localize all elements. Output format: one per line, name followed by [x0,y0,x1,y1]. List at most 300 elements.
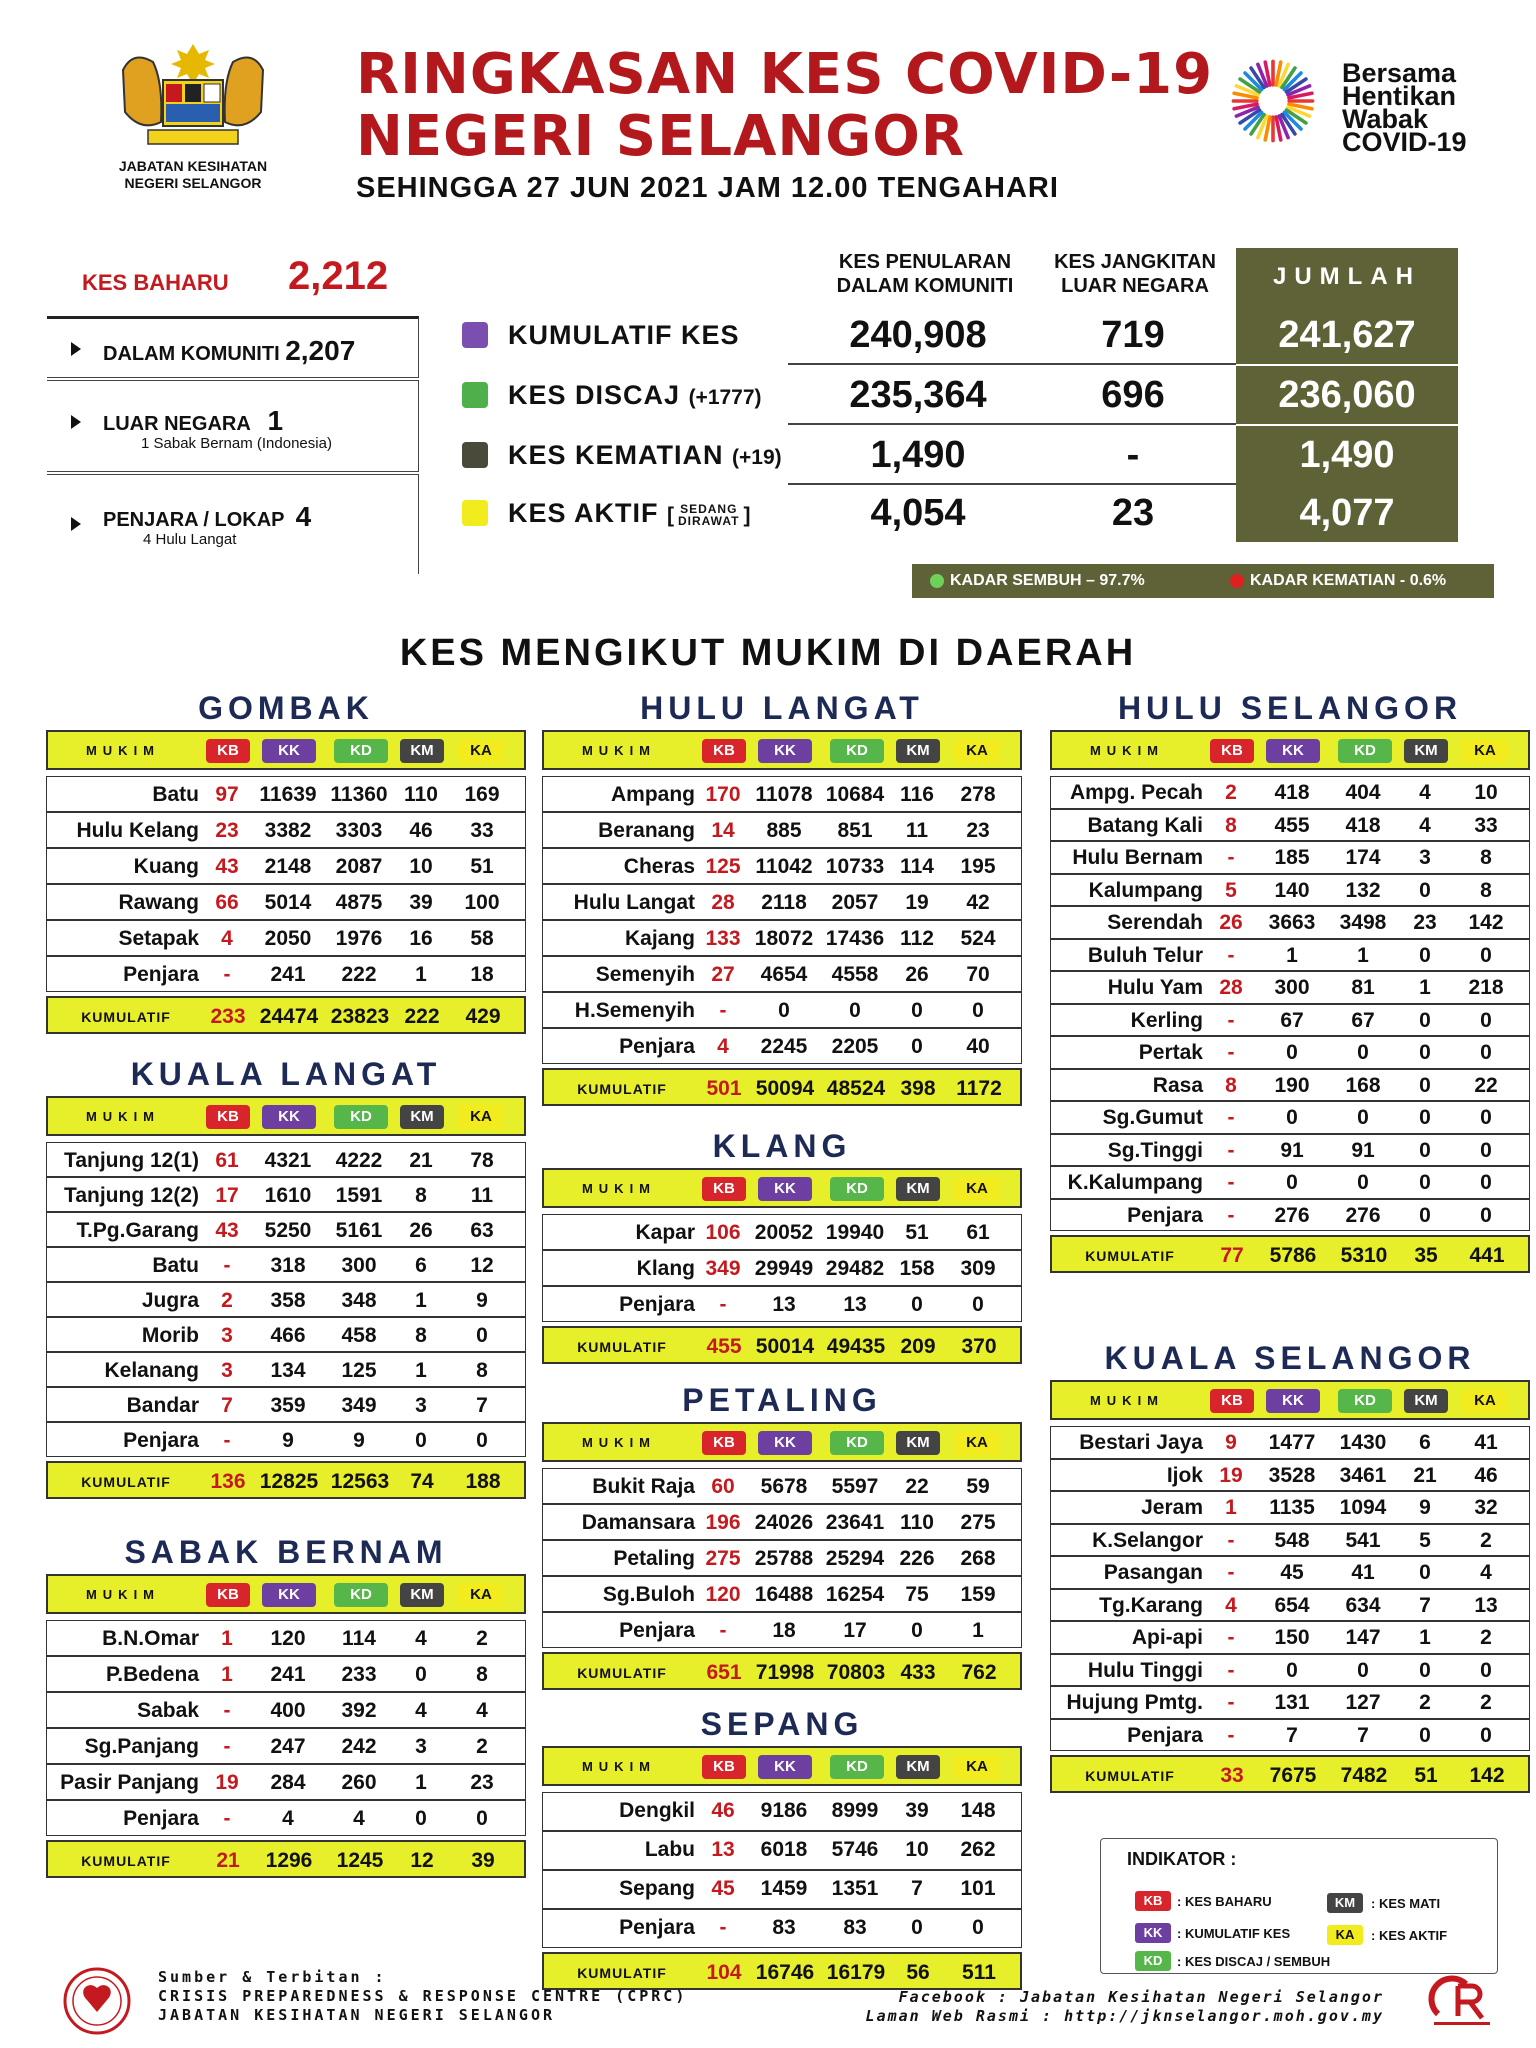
kd-header: KD [830,1431,884,1455]
km-header: KM [896,1431,940,1455]
km-header: KM [896,1755,940,1779]
kb-value: 349 [705,1257,741,1280]
mukim-name: Tanjung 12(2) [64,1184,199,1207]
table-row [1050,1556,1530,1589]
kd-value: 114 [342,1627,376,1650]
kk-value: 140 [1274,878,1310,902]
ka-value: 0 [1480,1658,1492,1682]
ka-value: 2 [1480,1528,1492,1552]
km-value: 4 [1419,813,1431,837]
kk-header: KK [1266,739,1320,763]
km-value: 0 [1419,943,1431,967]
km-value: 26 [905,963,929,986]
kd-value: 222 [341,963,377,986]
kb-value: 196 [705,1511,741,1534]
kk-value: 358 [270,1289,306,1312]
total-km-value: 398 [900,1077,936,1100]
mukim-name: Serendah [1107,911,1203,934]
total-ka-value: 370 [961,1335,997,1358]
cumulative-row [46,1840,526,1878]
km-value: 7 [1419,1593,1431,1617]
ka-value: 0 [972,1916,984,1939]
table-row [1050,1199,1530,1232]
kk-value: 67 [1280,1008,1304,1032]
mukim-name: Pasangan [1103,1561,1203,1584]
kb-value: - [1227,1658,1235,1682]
table-row [46,1317,526,1352]
km-value: 226 [899,1547,935,1570]
table-row [1050,1101,1530,1134]
kb-value: 275 [705,1547,741,1570]
kb-value: - [1227,1008,1235,1032]
district-name: PETALING [682,1382,882,1418]
kk-value: 276 [1274,1203,1310,1227]
mukim-name: Hulu Langat [573,891,695,914]
legend-kb-text: : KES BAHARU [1177,1894,1272,1909]
total-kd-value: 23823 [330,1005,390,1028]
kk-header: KK [758,1755,812,1779]
total-km-value: 209 [900,1335,936,1358]
mukim-name: Hulu Bernam [1072,846,1203,869]
mukim-name: K.Selangor [1092,1528,1203,1552]
mukim-name: Penjara [619,1293,695,1316]
table-row [1050,1589,1530,1622]
km-value: 23 [1413,911,1437,934]
km-value: 22 [905,1475,929,1498]
cprc-logo [1428,1974,1496,2030]
cumulative-row [542,1326,1022,1364]
rates-bar [912,564,1494,598]
district-table-kuala-selangor [1050,1336,1530,1793]
ka-value: 262 [960,1838,996,1861]
total-km-value: 12 [410,1849,434,1872]
total-kb-value: 501 [706,1077,742,1100]
legend-kk-text: : KUMULATIF KES [1177,1926,1291,1941]
kb-value: - [1227,1561,1235,1584]
table-row [542,1831,1022,1870]
kk-value: 16488 [754,1583,814,1606]
legend-kb-pill: KB [1135,1891,1171,1911]
kk-value: 1135 [1269,1496,1315,1519]
kk-value: 18 [772,1619,796,1642]
table-row [542,1612,1022,1648]
kb-value: 7 [221,1394,233,1417]
kb-value: 9 [1225,1431,1237,1454]
kd-value: 147 [1345,1626,1381,1649]
cumulative-row [1050,1235,1530,1273]
km-value: 1 [415,963,427,986]
ka-header: KA [1462,1389,1508,1413]
district-name: SEPANG [700,1706,864,1742]
contact-info [864,1988,1384,2026]
total-kk-value: 16746 [755,1961,815,1984]
mukim-name: Sg.Tinggi [1107,1138,1203,1162]
table-header [1050,730,1530,770]
table-header [46,1096,526,1136]
km-header: KM [400,739,444,763]
kd-value: 349 [341,1394,377,1417]
summary-row-cumulative [458,306,1458,364]
km-value: 112 [900,927,934,950]
summary-community-value: 1,490 [870,434,966,476]
total-ka-value: 39 [471,1849,495,1872]
ka-value: 275 [960,1511,996,1534]
kd-value: 5746 [831,1838,879,1861]
kd-value: 1976 [335,927,383,950]
total-km-value: 56 [906,1961,930,1984]
ka-value: 23 [966,819,990,842]
km-value: 3 [1419,846,1431,869]
mukim-name: Kapar [635,1221,695,1244]
mukim-name: Rawang [118,891,199,914]
ka-value: 0 [972,1293,984,1316]
ka-value: 33 [1474,813,1498,837]
mukim-name: Kelanang [104,1359,199,1382]
ka-value: 40 [966,1035,990,1058]
total-kk-value: 5786 [1269,1244,1317,1267]
km-value: 8 [415,1324,427,1347]
kb-value: 17 [215,1184,239,1207]
kb-value: 28 [1219,976,1243,999]
km-value: 1 [1419,976,1431,999]
km-value: 0 [1419,1723,1431,1747]
district-table-petaling [542,1378,1022,1690]
km-value: 0 [415,1429,427,1452]
mukim-name: Damansara [581,1511,695,1534]
ka-value: 2 [1480,1691,1492,1714]
table-row [46,1728,526,1764]
campaign-line-4: COVID-19 [1342,127,1467,157]
kk-header: KK [758,1177,812,1201]
mukim-header: MUKIM [85,743,161,758]
ka-value: 8 [476,1359,488,1382]
total-kd-value: 70803 [826,1661,886,1684]
kk-value: 885 [766,819,802,842]
kd-value: 174 [1345,846,1381,869]
ka-value: 33 [470,819,494,842]
kd-value: 851 [837,819,873,842]
kd-value: 41 [1351,1561,1375,1584]
department-line-1: JABATAN KESIHATAN [118,158,268,174]
district-name: KUALA LANGAT [130,1056,442,1092]
kd-value: 276 [1345,1203,1381,1227]
total-ka-value: 762 [961,1661,997,1684]
kk-value: 0 [1286,1171,1298,1194]
kd-value: 17 [843,1619,867,1642]
mukim-header: MUKIM [581,743,657,758]
kb-header: KB [206,1583,250,1607]
kd-value: 418 [1345,813,1381,837]
mukim-name: Kuang [133,855,199,878]
kd-value: 5597 [831,1475,879,1498]
kd-value: 458 [341,1324,377,1347]
district-name: KLANG [712,1128,852,1164]
table-row [1050,1459,1530,1492]
kb-value: 8 [1225,813,1237,837]
legend-kd-text: : KES DISCAJ / SEMBUH [1177,1954,1331,1969]
mukim-header: MUKIM [1089,743,1165,758]
kk-value: 1459 [760,1877,808,1900]
mukim-name: Jeram [1141,1496,1203,1519]
table-row [1050,841,1530,874]
table-row [1050,971,1530,1004]
mukim-name: Penjara [619,1035,695,1058]
mukim-header: MUKIM [1089,1393,1165,1408]
kk-value: 0 [1286,1041,1298,1064]
total-kk-value: 12825 [259,1470,319,1493]
col-header-overseas [1040,250,1230,298]
ka-value: 78 [470,1149,494,1172]
kk-value: 654 [1274,1593,1310,1617]
kb-value: 1 [1225,1496,1237,1519]
kb-value: 14 [711,819,735,842]
table-row [46,776,526,812]
mukim-name: Ijok [1166,1463,1203,1487]
kb-value: - [719,999,727,1022]
ka-value: 0 [972,999,984,1022]
km-value: 0 [1419,1561,1431,1584]
department-line-2: NEGERI SELANGOR [124,175,262,191]
district-table-hulu-langat [542,686,1022,1106]
district-name: SABAK BERNAM [124,1534,448,1570]
ka-value: 63 [470,1219,494,1242]
kd-value: 404 [1345,781,1381,804]
total-kk-value: 24474 [259,1005,319,1028]
table-row [1050,1069,1530,1102]
kk-value: 4 [282,1807,294,1830]
km-value: 75 [905,1583,929,1606]
mukim-name: Sg.Gumut [1102,1106,1203,1129]
mukim-name: Penjara [619,1619,695,1642]
summary-overseas-value: - [1126,434,1140,476]
table-row [1050,809,1530,842]
km-value: 0 [1419,878,1431,902]
km-value: 21 [409,1149,433,1172]
km-value: 116 [900,783,934,806]
summary-community-value: 235,364 [849,374,987,416]
summary-total-value: 1,490 [1236,426,1458,484]
ka-value: 0 [1480,1171,1492,1194]
table-row [1050,1166,1530,1199]
kb-value: - [1227,1041,1235,1064]
mukim-name: Hulu Tinggi [1087,1658,1203,1682]
kk-value: 9 [282,1429,294,1452]
ka-value: 148 [960,1799,996,1822]
mukim-name: Cheras [623,855,695,878]
total-kd-value: 1245 [336,1849,384,1872]
km-value: 0 [1419,1138,1431,1162]
km-value: 0 [911,1916,923,1939]
kk-value: 284 [270,1771,306,1794]
mukim-name: T.Pg.Garang [76,1219,199,1242]
legend-kd-pill: KD [1135,1951,1171,1971]
kd-value: 242 [341,1735,377,1758]
mukim-name: Kerling [1130,1008,1203,1032]
mukim-name: Kalumpang [1088,878,1203,902]
kb-value: 61 [215,1149,239,1172]
ka-value: 159 [960,1583,996,1606]
kb-value: 4 [717,1035,729,1058]
district-name: HULU LANGAT [640,690,924,726]
table-row [46,1212,526,1247]
kd-value: 0 [1357,1041,1369,1064]
campaign-line-3: Wabak [1342,104,1429,134]
ka-header: KA [458,739,504,763]
legend-km-text: : KES MATI [1371,1896,1441,1911]
overseas-note: 1 Sabak Bernam (Indonesia) [141,435,332,452]
col-header-community [800,250,1050,298]
km-value: 0 [911,1293,923,1316]
table-row [542,1250,1022,1286]
kd-value: 83 [843,1916,867,1939]
kb-value: - [719,1916,727,1939]
km-value: 4 [415,1699,427,1722]
summary-community-value: 240,908 [849,314,987,356]
summary-label: KUMULATIF KES [508,320,740,350]
green-square-icon [462,382,488,408]
ka-value: 4 [1480,1561,1492,1584]
kk-value: 83 [772,1916,796,1939]
total-km-value: 74 [410,1470,434,1493]
cumulative-label: KUMULATIF [1085,1248,1175,1264]
mukim-name: Bandar [126,1394,199,1417]
kk-value: 241 [270,1663,306,1686]
table-row [542,1576,1022,1612]
ka-value: 195 [960,855,996,878]
kd-value: 13 [843,1293,867,1316]
kb-value: 19 [1219,1463,1243,1487]
mukim-name: Kajang [624,927,695,950]
km-value: 0 [415,1663,427,1686]
ka-value: 12 [470,1254,494,1277]
total-kd-value: 7482 [1340,1764,1388,1787]
kd-value: 11360 [330,783,388,806]
ka-value: 4 [476,1699,488,1722]
km-header: KM [896,739,940,763]
section-title: KES MENGIKUT MUKIM DI DAERAH [399,632,1137,674]
total-km-value: 222 [404,1005,440,1028]
kk-value: 6018 [760,1838,808,1861]
kd-value: 2087 [335,855,383,878]
mukim-name: Sg.Panjang [84,1735,199,1758]
source-line-2: CRISIS PREPAREDNESS & RESPONSE CENTRE (CPRC) [158,1987,688,2005]
mukim-header: MUKIM [581,1435,657,1450]
mukim-header: MUKIM [581,1759,657,1774]
table-row [46,920,526,956]
km-value: 3 [415,1735,427,1758]
km-value: 0 [911,999,923,1022]
kb-value: - [223,1735,231,1758]
kk-value: 190 [1274,1073,1310,1097]
bullet-icon [71,415,81,429]
total-ka-value: 142 [1469,1764,1505,1787]
ka-value: 61 [966,1221,990,1244]
kd-header: KD [1338,739,1392,763]
kb-value: 8 [1225,1073,1237,1097]
table-row [1050,1491,1530,1524]
cumulative-label: KUMULATIF [81,1009,171,1025]
kb-value: - [1227,1138,1235,1162]
table-row [46,1764,526,1800]
km-value: 0 [1419,1658,1431,1682]
cumulative-row [542,1652,1022,1690]
table-row [542,812,1022,848]
kk-value: 241 [270,963,306,986]
km-value: 10 [905,1838,929,1861]
summary-row-active [458,484,1458,542]
campaign-line-2: Hentikan [1342,81,1457,111]
kk-value: 0 [1286,1106,1298,1129]
kk-value: 5678 [760,1475,808,1498]
kb-value: - [223,1429,231,1452]
table-row [1050,1524,1530,1557]
mukim-name: P.Bedena [106,1663,199,1686]
table-row [46,1387,526,1422]
ka-header: KA [954,739,1000,763]
kd-value: 127 [1345,1691,1381,1714]
ka-value: 41 [1474,1431,1498,1454]
ka-value: 0 [1480,1008,1492,1032]
kd-value: 1 [1357,943,1369,967]
legend-title: INDIKATOR : [1127,1849,1237,1869]
km-value: 16 [409,927,433,950]
kb-value: - [223,1807,231,1830]
dark-square-icon [462,442,488,468]
ka-value: 51 [470,855,494,878]
mukim-name: Pasir Panjang [60,1771,199,1794]
km-value: 51 [905,1221,929,1244]
table-row [1050,776,1530,809]
km-value: 0 [911,1035,923,1058]
total-ka-value: 1172 [956,1077,1002,1100]
district-table-sepang [542,1702,1022,1990]
mukim-name: Buluh Telur [1087,943,1203,967]
km-header: KM [896,1177,940,1201]
kk-value: 24026 [754,1511,814,1534]
cumulative-label: KUMULATIF [81,1474,171,1490]
table-row [542,1540,1022,1576]
total-kd-value: 16179 [826,1961,886,1984]
district-table-hulu-selangor [1050,686,1530,1273]
km-value: 158 [899,1257,935,1280]
kk-value: 418 [1274,781,1310,804]
kd-value: 233 [341,1663,377,1686]
coat-of-arms-logo [108,40,278,158]
mukim-name: Ampang [611,783,695,806]
km-value: 114 [900,855,934,878]
kb-value: - [1227,1626,1235,1649]
mukim-name: Sabak [137,1699,199,1722]
mukim-header: MUKIM [85,1109,161,1124]
kd-value: 3461 [1339,1463,1387,1487]
mukim-name: Penjara [619,1916,695,1939]
mukim-name: Labu [644,1838,695,1861]
kk-value: 4654 [760,963,808,986]
summary-total-value: 241,627 [1236,306,1458,364]
source-credit [158,1968,687,2025]
km-value: 0 [911,1619,923,1642]
kb-value: 23 [215,819,239,842]
col-header-overseas-line-1: KES JANGKITAN [1054,251,1216,273]
website-link[interactable]: Laman Web Rasmi : http://jknselangor.moh.gov.my [865,2007,1384,2025]
table-row [46,1247,526,1282]
kk-value: 134 [270,1359,306,1382]
facebook-link[interactable]: Facebook : Jabatan Kesihatan Negeri Selangor [898,1988,1384,2006]
table-row [542,1468,1022,1504]
km-value: 0 [1419,1171,1431,1194]
ka-value: 9 [476,1289,488,1312]
recovery-rate: KADAR SEMBUH – 97.7% [950,572,1145,589]
